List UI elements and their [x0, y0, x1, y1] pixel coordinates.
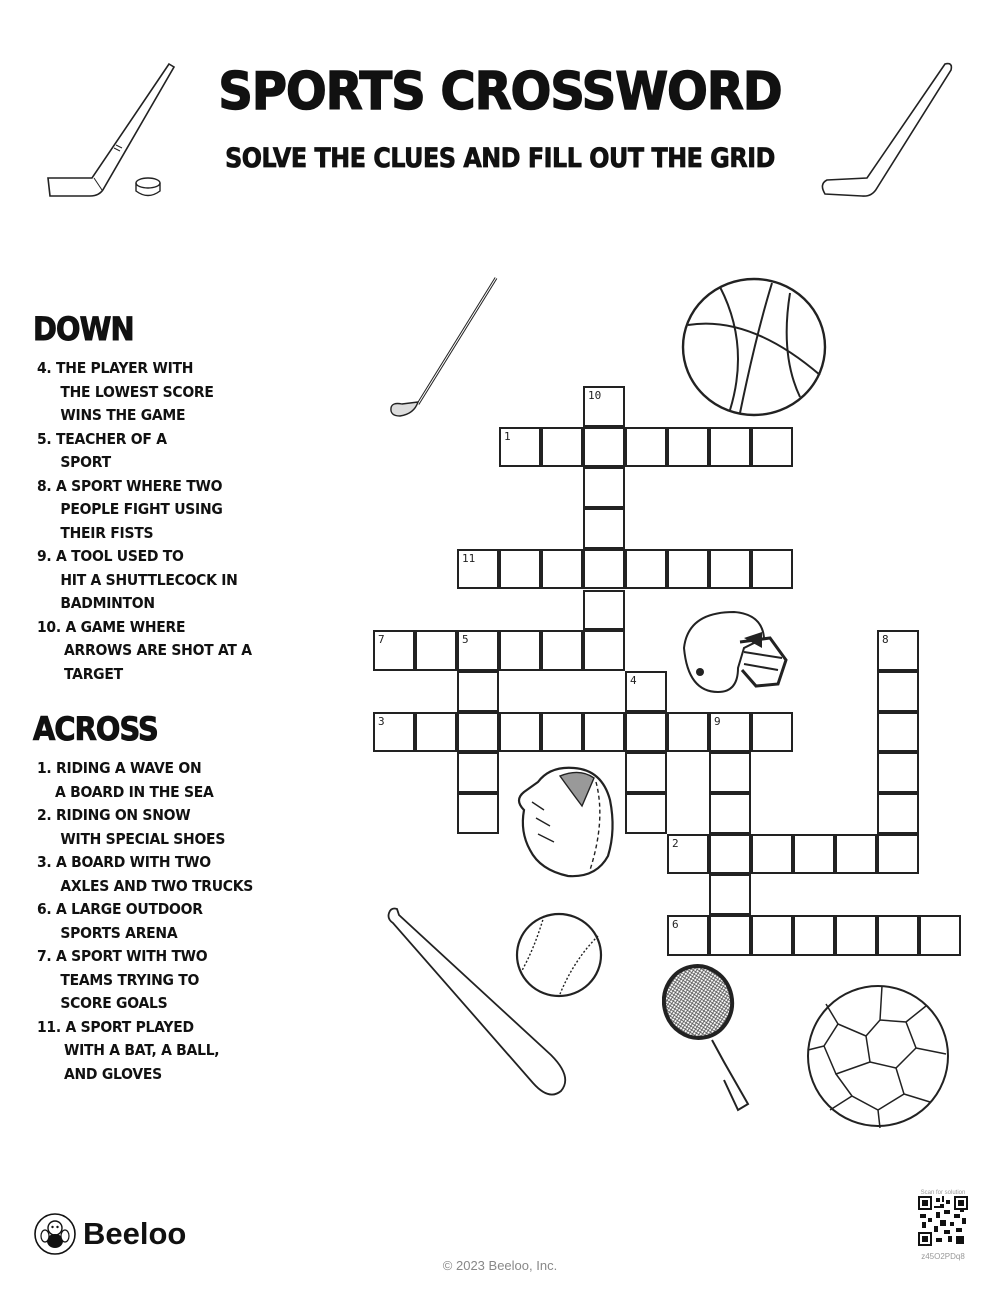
grid-cell[interactable]: [877, 630, 919, 671]
qr-caption: Scan for solution: [920, 1190, 966, 1196]
clue-down-9: 9. A TOOL USED TO HIT A SHUTTLECOCK IN BADMINTON: [37, 547, 238, 612]
clue-across-1: 1. RIDING A WAVE ON A BOARD IN THE SEA: [37, 759, 214, 801]
grid-cell[interactable]: [415, 630, 457, 671]
clue-across-3: 3. A BOARD WITH TWO AXLES AND TWO TRUCKS: [37, 853, 254, 895]
clue-across-11: 11. A SPORT PLAYED WITH A BAT, A BALL, AND GLOVES: [37, 1017, 220, 1083]
grid-cell[interactable]: [919, 915, 961, 956]
grid-cell[interactable]: [583, 630, 625, 671]
grid-cell[interactable]: [541, 549, 583, 590]
grid-cell[interactable]: [667, 915, 709, 956]
copyright: © 2023 Beeloo, Inc.: [442, 1258, 558, 1273]
grid-cell[interactable]: [583, 386, 625, 427]
grid-cell[interactable]: [625, 793, 667, 834]
page-subtitle: SOLVE THE CLUES AND FILL OUT THE GRID: [225, 143, 775, 174]
grid-cell[interactable]: [667, 712, 709, 753]
grid-cell[interactable]: [625, 427, 667, 468]
grid-cell[interactable]: [583, 712, 625, 753]
grid-cell[interactable]: [751, 915, 793, 956]
grid-cell[interactable]: [625, 671, 667, 712]
grid-cell[interactable]: [415, 712, 457, 753]
grid-cell[interactable]: [751, 834, 793, 875]
grid-cell[interactable]: [457, 671, 499, 712]
brand-name: Beeloo: [83, 1216, 187, 1251]
grid-cell[interactable]: [457, 793, 499, 834]
grid-cell[interactable]: [583, 508, 625, 549]
across-heading: ACROSS: [33, 710, 158, 748]
clue-number: 3: [378, 714, 385, 728]
grid-cell[interactable]: [709, 874, 751, 915]
qr-code-id: z45O2PDq8: [921, 1252, 965, 1261]
beeloo-logo: [33, 1212, 186, 1256]
grid-cell[interactable]: [709, 915, 751, 956]
grid-cell[interactable]: [667, 427, 709, 468]
grid-cell[interactable]: [583, 590, 625, 631]
grid-cell[interactable]: [499, 427, 541, 468]
grid-cell[interactable]: [499, 712, 541, 753]
grid-cell[interactable]: [667, 834, 709, 875]
grid-cell[interactable]: [835, 834, 877, 875]
clue-number: 9: [714, 714, 721, 728]
clue-number: 5: [462, 633, 469, 647]
grid-cell[interactable]: [709, 793, 751, 834]
grid-cell[interactable]: [877, 712, 919, 753]
solution-qr[interactable]: [912, 1190, 974, 1261]
grid-cell[interactable]: [541, 630, 583, 671]
grid-cell[interactable]: [373, 712, 415, 753]
grid-cell[interactable]: [541, 712, 583, 753]
grid-cell[interactable]: [457, 630, 499, 671]
clue-number: 6: [672, 918, 679, 932]
clue-down-8: 8. A SPORT WHERE TWO PEOPLE FIGHT USING THEIR FISTS: [37, 476, 223, 542]
grid-cell[interactable]: [709, 834, 751, 875]
clue-down-4: 4. THE PLAYER WITH THE LOWEST SCORE WINS THE GAME: [37, 359, 214, 424]
grid-cell[interactable]: [877, 752, 919, 793]
clue-number: 11: [462, 551, 476, 565]
clue-number: 2: [672, 836, 679, 850]
grid-cell[interactable]: [877, 671, 919, 712]
clue-down-10: 10. A GAME WHERE ARROWS ARE SHOT AT A TARGET: [37, 617, 252, 683]
clue-number: 10: [588, 389, 602, 402]
grid-cell[interactable]: [625, 712, 667, 753]
clue-number: 8: [882, 633, 889, 647]
grid-cell[interactable]: [709, 712, 751, 753]
grid-cell[interactable]: [583, 549, 625, 590]
page-title: SPORTS CROSSWORD: [218, 62, 782, 122]
grid-cell[interactable]: [583, 467, 625, 508]
grid-cell[interactable]: [457, 549, 499, 590]
clue-number: 4: [630, 673, 637, 687]
grid-cell[interactable]: [877, 915, 919, 956]
clue-across-7: 7. A SPORT WITH TWO TEAMS TRYING TO SCORE GOALS: [37, 947, 208, 1012]
clue-number: 1: [504, 429, 511, 443]
grid-cell[interactable]: [499, 549, 541, 590]
grid-cell[interactable]: [667, 549, 709, 590]
down-heading: DOWN: [33, 310, 134, 348]
clue-down-5: 5. TEACHER OF A SPORT: [37, 429, 167, 471]
grid-cell[interactable]: [877, 793, 919, 834]
grid-cell[interactable]: [877, 834, 919, 875]
clue-number: 7: [378, 633, 385, 647]
grid-cell[interactable]: [457, 712, 499, 753]
grid-cell[interactable]: [583, 427, 625, 468]
grid-cell[interactable]: [373, 630, 415, 671]
grid-cell[interactable]: [793, 915, 835, 956]
grid-cell[interactable]: [793, 834, 835, 875]
grid-cell[interactable]: [457, 752, 499, 793]
qr-code-icon[interactable]: [918, 1196, 968, 1246]
grid-cell[interactable]: [751, 427, 793, 468]
grid-cell[interactable]: [751, 712, 793, 753]
clue-across-6: 6. A LARGE OUTDOOR SPORTS ARENA: [37, 900, 203, 942]
grid-cell[interactable]: [541, 427, 583, 468]
grid-cell[interactable]: [835, 915, 877, 956]
grid-cell[interactable]: [709, 427, 751, 468]
grid-cell[interactable]: [709, 549, 751, 590]
grid-cell[interactable]: [751, 549, 793, 590]
grid-cell[interactable]: [709, 752, 751, 793]
grid-cell[interactable]: [625, 752, 667, 793]
clue-across-2: 2. RIDING ON SNOW WITH SPECIAL SHOES: [37, 806, 226, 848]
bee-mascot-icon: [33, 1212, 77, 1256]
grid-cell[interactable]: [499, 630, 541, 671]
grid-cell[interactable]: [625, 549, 667, 590]
